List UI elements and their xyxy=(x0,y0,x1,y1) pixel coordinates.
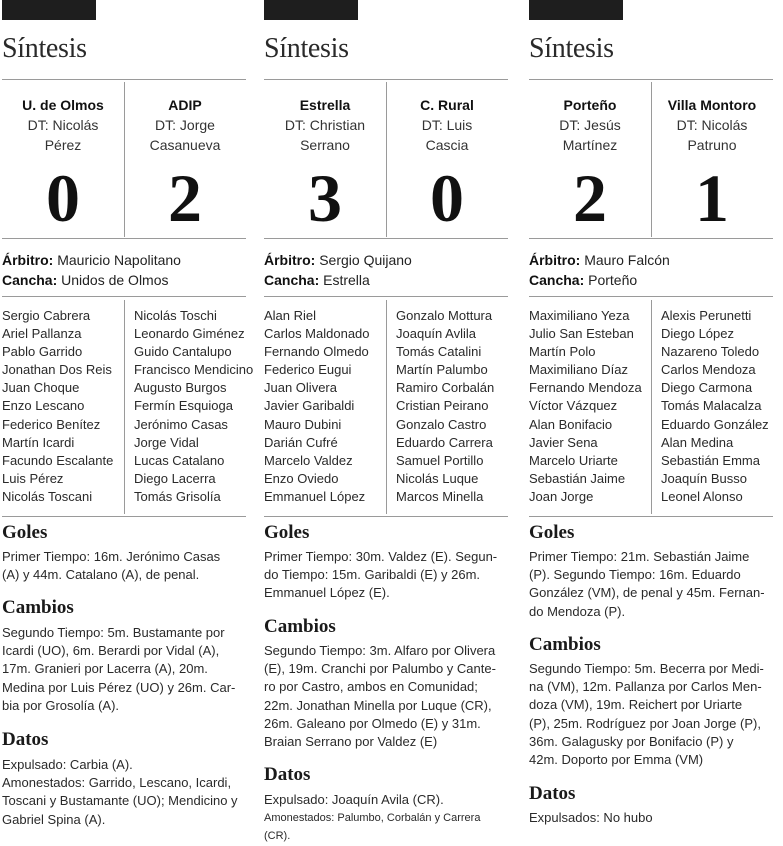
text-line: Segundo Tiempo: 3m. Alfaro por Olivera xyxy=(264,643,496,658)
text-line: (A) y 44m. Catalano (A), de penal. xyxy=(2,567,200,583)
home-team-name: Estrella xyxy=(299,97,351,113)
header-bar xyxy=(2,0,96,20)
player-name: Darián Cufré xyxy=(264,434,338,450)
text-line: doza (VM), 19m. Reichert por Uriarte xyxy=(529,697,743,713)
player-name: Fernando Mendoza xyxy=(529,380,642,396)
section-title: Síntesis xyxy=(529,33,614,64)
text-line: Medina por Luis Pérez (UO) y 26m. Car- xyxy=(2,679,236,695)
text-line: Toscani y Bustamante (UO); Mendicino y xyxy=(2,793,238,809)
away-team-name: ADIP xyxy=(168,97,202,113)
text-line: bia por Grosolía (A). xyxy=(2,697,120,713)
goals-heading: Goles xyxy=(529,522,575,543)
venue-line xyxy=(529,270,773,290)
away-lineup xyxy=(134,307,256,506)
player-name: Augusto Burgos xyxy=(134,380,227,396)
player-name: Ariel Pallanza xyxy=(2,326,82,342)
divider xyxy=(529,296,773,297)
player-name: Sergio Cabrera xyxy=(2,308,91,323)
player-name: Jerónimo Casas xyxy=(134,416,228,432)
away-team xyxy=(386,96,508,155)
player-name: Maximiliano Díaz xyxy=(529,362,628,378)
section-title: Síntesis xyxy=(264,33,349,64)
player-name: Martín Icardi xyxy=(2,434,75,450)
player-name: Joaquín Busso xyxy=(661,470,748,486)
text-line: Amonestados: Garrido, Lescano, Icardi, xyxy=(2,775,232,791)
venue-name: Unidos de Olmos xyxy=(61,272,169,288)
player-name: Gonzalo Castro xyxy=(396,416,487,432)
player-name: Julio San Esteban xyxy=(529,326,634,342)
player-name: Gonzalo Mottura xyxy=(396,308,493,323)
text-line: Segundo Tiempo: 5m. Becerra por Medi- xyxy=(529,661,764,676)
header-bar xyxy=(264,0,358,20)
player-name: Sebastián Jaime xyxy=(529,470,626,486)
text-line: Braian Serrano por Valdez (E) xyxy=(264,734,438,750)
text-line: Icardi (UO), 6m. Berardi por Vidal (A), xyxy=(2,643,220,659)
home-team xyxy=(2,96,124,155)
player-name: Enzo Oviedo xyxy=(264,470,339,486)
section-title: Síntesis xyxy=(2,33,87,64)
divider xyxy=(2,516,246,517)
referee-label: Árbitro: xyxy=(2,252,54,268)
away-lineup xyxy=(661,307,783,506)
referee-line xyxy=(264,250,508,270)
venue-name: Estrella xyxy=(323,272,370,288)
player-name: Samuel Portillo xyxy=(396,452,484,468)
away-lineup xyxy=(396,307,518,506)
away-score: 1 xyxy=(695,160,729,236)
text-line: (P), 25m. Rodríguez por Joan Jorge (P), xyxy=(529,715,761,731)
text-line: ro por Castro, ambos en Comunidad; xyxy=(264,679,478,695)
player-name: Nicolás Toschi xyxy=(134,308,217,323)
home-team-name: Porteño xyxy=(563,97,617,113)
player-name: Diego Carmona xyxy=(661,380,753,396)
referee-label: Árbitro: xyxy=(264,252,316,268)
text-line: González (VM), de penal y 45m. Fernan- xyxy=(529,585,765,601)
away-coach-line-2: Casanueva xyxy=(149,137,221,153)
substitutions-heading: Cambios xyxy=(2,597,74,618)
player-name: Tomás Grisolía xyxy=(134,488,221,504)
home-team xyxy=(529,96,651,155)
data-heading: Datos xyxy=(529,783,576,804)
player-name: Juan Choque xyxy=(2,380,80,396)
text-line: Primer Tiempo: 16m. Jerónimo Casas xyxy=(2,549,221,564)
away-team-name: Villa Montoro xyxy=(667,97,757,113)
away-score: 0 xyxy=(430,160,464,236)
player-name: Jorge Vidal xyxy=(134,434,199,450)
away-coach-line-1: DT: Jorge xyxy=(155,117,215,133)
away-team-name: C. Rural xyxy=(420,97,474,113)
match-officials xyxy=(2,250,246,290)
away-coach-line-2: Cascia xyxy=(425,137,469,153)
header-bar xyxy=(529,0,623,20)
home-coach-line-2: Pérez xyxy=(44,137,82,153)
home-team-name: U. de Olmos xyxy=(22,97,104,113)
away-coach-line-1: DT: Luis xyxy=(421,117,473,133)
referee-name: Mauro Falcón xyxy=(584,252,670,268)
player-name: Guido Cantalupo xyxy=(134,344,232,360)
text-line: 26m. Galeano por Olmedo (E) y 31m. xyxy=(264,715,481,731)
venue-line xyxy=(2,270,246,290)
player-name: Alexis Perunetti xyxy=(661,308,752,323)
player-name: Francisco Mendicino xyxy=(134,362,254,378)
away-coach-line-2: Patruno xyxy=(687,137,737,153)
text-line: Expulsado: Joaquín Avila (CR). xyxy=(264,792,444,807)
divider xyxy=(264,79,508,80)
player-name: Alan Bonifacio xyxy=(529,416,613,432)
data-text xyxy=(2,756,246,829)
text-line: Primer Tiempo: 21m. Sebastián Jaime xyxy=(529,549,750,564)
text-line: Segundo Tiempo: 5m. Bustamante por xyxy=(2,625,225,640)
divider xyxy=(2,238,246,239)
player-name: Jonathan Dos Reis xyxy=(2,362,112,378)
match-column-1 xyxy=(2,0,254,834)
text-line: (P). Segundo Tiempo: 16m. Eduardo xyxy=(529,567,741,583)
substitutions-heading: Cambios xyxy=(264,616,336,637)
data-heading: Datos xyxy=(2,729,49,750)
player-name: Luis Pérez xyxy=(2,470,64,486)
player-name: Javier Sena xyxy=(529,434,598,450)
player-name: Federico Eugui xyxy=(264,362,352,378)
text-line: Amonestados: Palumbo, Corbalán y Carrera (CR). xyxy=(264,812,481,843)
divider xyxy=(2,79,246,80)
player-name: Joan Jorge xyxy=(529,488,594,504)
player-name: Eduardo González xyxy=(661,416,769,432)
player-name: Cristian Peirano xyxy=(396,398,489,414)
divider xyxy=(264,238,508,239)
away-score: 2 xyxy=(168,160,202,236)
referee-name: Sergio Quijano xyxy=(319,252,412,268)
player-name: Sebastián Emma xyxy=(661,452,760,468)
substitutions-text xyxy=(529,660,773,769)
data-text xyxy=(529,809,773,827)
player-name: Federico Benítez xyxy=(2,416,101,432)
player-name: Fermín Esquioga xyxy=(134,398,233,414)
player-name: Víctor Vázquez xyxy=(529,398,618,414)
away-team xyxy=(651,96,773,155)
player-name: Lucas Catalano xyxy=(134,452,225,468)
player-name: Enzo Lescano xyxy=(2,398,85,414)
home-lineup xyxy=(264,307,386,506)
player-name: Martín Polo xyxy=(529,344,596,360)
player-name: Eduardo Carrera xyxy=(396,434,493,450)
divider xyxy=(2,296,246,297)
player-name: Pablo Garrido xyxy=(2,344,83,360)
player-name: Juan Olivera xyxy=(264,380,337,396)
venue-label: Cancha: xyxy=(264,272,320,288)
divider xyxy=(529,516,773,517)
match-column-2 xyxy=(264,0,510,843)
home-lineup xyxy=(529,307,651,506)
player-name: Carlos Maldonado xyxy=(264,326,370,342)
text-line: do Tiempo: 15m. Garibaldi (E) y 26m. xyxy=(264,567,481,583)
venue-label: Cancha: xyxy=(2,272,58,288)
goals-text xyxy=(264,548,508,603)
player-name: Tomás Malacalza xyxy=(661,398,762,414)
player-name: Diego Lacerra xyxy=(134,470,216,486)
referee-name: Mauricio Napolitano xyxy=(57,252,181,268)
text-line: na (VM), 12m. Pallanza por Carlos Men- xyxy=(529,679,762,695)
text-line: do Mendoza (P). xyxy=(529,603,626,619)
text-line: 36m. Galagusky por Bonifacio (P) y xyxy=(529,733,734,749)
player-name: Emmanuel López xyxy=(264,488,366,504)
lineup-separator xyxy=(124,300,125,514)
substitutions-text xyxy=(264,642,508,751)
player-name: Diego López xyxy=(661,326,734,342)
player-name: Nicolás Toscani xyxy=(2,488,93,504)
substitutions-text xyxy=(2,624,246,715)
player-name: Marcos Minella xyxy=(396,488,484,504)
player-name: Alan Riel xyxy=(264,308,317,323)
player-name: Carlos Mendoza xyxy=(661,362,756,378)
match-officials xyxy=(529,250,773,290)
home-coach-line-1: DT: Jesús xyxy=(559,117,621,133)
text-line: Gabriel Spina (A). xyxy=(2,811,106,827)
player-name: Tomás Catalini xyxy=(396,344,482,360)
player-name: Javier Garibaldi xyxy=(264,398,355,414)
goals-heading: Goles xyxy=(2,522,48,543)
home-score: 0 xyxy=(46,160,80,236)
data-heading: Datos xyxy=(264,764,311,785)
lineup-separator xyxy=(386,300,387,514)
player-name: Leonardo Giménez xyxy=(134,326,245,342)
home-score: 3 xyxy=(308,160,342,236)
venue-name: Porteño xyxy=(588,272,638,288)
divider xyxy=(529,238,773,239)
data-text xyxy=(264,791,508,846)
player-name: Ramiro Corbalán xyxy=(396,380,495,396)
substitutions-heading: Cambios xyxy=(529,634,601,655)
player-name: Leonel Alonso xyxy=(661,488,743,504)
away-coach-line-1: DT: Nicolás xyxy=(676,117,748,133)
goals-text xyxy=(2,548,246,584)
text-line: (E), 19m. Cranchi por Palumbo y Cante- xyxy=(264,661,496,677)
player-name: Marcelo Valdez xyxy=(264,452,353,468)
text-line: 22m. Jonathan Minella por Luque (CR), xyxy=(264,697,492,713)
home-coach-line-2: Martínez xyxy=(562,137,618,153)
text-line: 17m. Granieri por Lacerra (A), 20m. xyxy=(2,661,208,677)
divider xyxy=(529,79,773,80)
player-name: Nazareno Toledo xyxy=(661,344,760,360)
home-team xyxy=(264,96,386,155)
match-column-3 xyxy=(529,0,775,834)
home-coach-line-1: DT: Christian xyxy=(284,117,366,133)
venue-label: Cancha: xyxy=(529,272,585,288)
goals-heading: Goles xyxy=(264,522,310,543)
text-line: Primer Tiempo: 30m. Valdez (E). Segun- xyxy=(264,549,498,564)
player-name: Mauro Dubini xyxy=(264,416,342,432)
referee-line xyxy=(529,250,773,270)
referee-line xyxy=(2,250,246,270)
goals-text xyxy=(529,548,773,621)
divider xyxy=(264,296,508,297)
player-name: Martín Palumbo xyxy=(396,362,488,378)
match-officials xyxy=(264,250,508,290)
home-lineup xyxy=(2,307,124,506)
home-coach-line-2: Serrano xyxy=(300,137,350,153)
referee-label: Árbitro: xyxy=(529,252,581,268)
lineup-separator xyxy=(651,300,652,514)
text-line: Expulsados: No hubo xyxy=(529,810,653,825)
text-line: Expulsado: Carbia (A). xyxy=(2,757,133,772)
player-name: Alan Medina xyxy=(661,434,734,450)
divider xyxy=(264,516,508,517)
text-line: 42m. Doporto por Emma (VM) xyxy=(529,752,704,768)
player-name: Nicolás Luque xyxy=(396,470,479,486)
text-line: Emmanuel López (E). xyxy=(264,585,390,601)
home-score: 2 xyxy=(573,160,607,236)
player-name: Fernando Olmedo xyxy=(264,344,369,360)
venue-line xyxy=(264,270,508,290)
player-name: Maximiliano Yeza xyxy=(529,308,630,323)
away-team xyxy=(124,96,246,155)
player-name: Facundo Escalante xyxy=(2,452,114,468)
player-name: Marcelo Uriarte xyxy=(529,452,618,468)
player-name: Joaquín Avlila xyxy=(396,326,476,342)
home-coach-line-1: DT: Nicolás xyxy=(27,117,99,133)
